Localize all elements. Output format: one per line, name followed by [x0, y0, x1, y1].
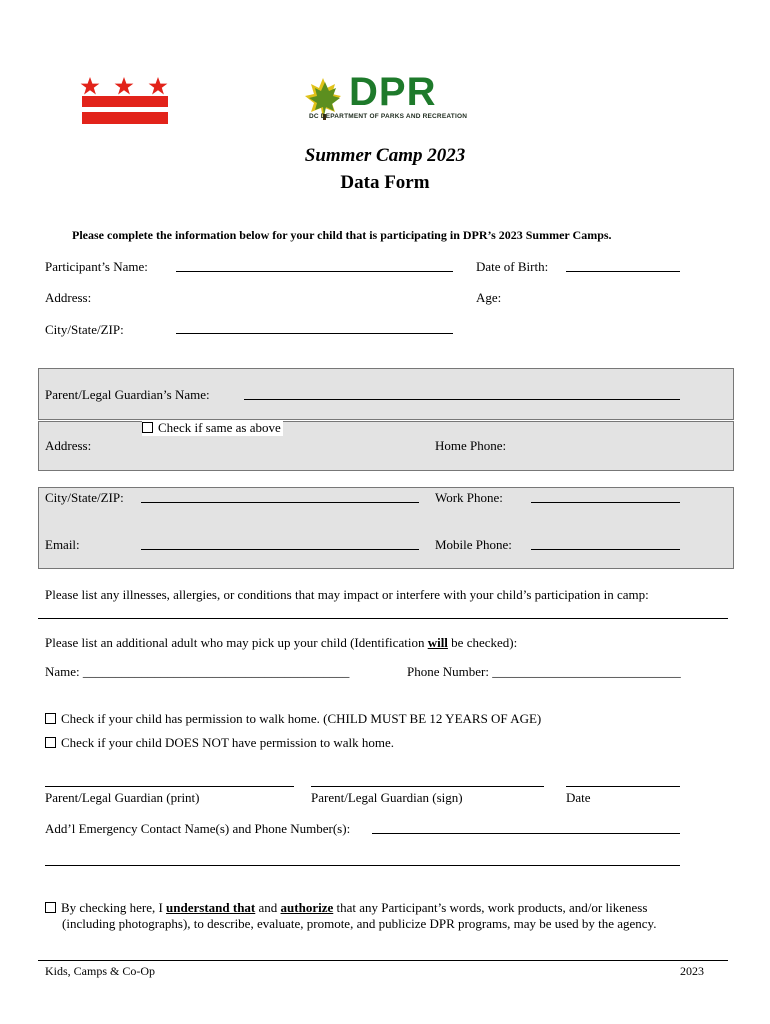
guardian-print-label: Parent/Legal Guardian (print)	[45, 790, 200, 805]
guardian-contact-box	[38, 487, 734, 569]
instruction-text: Please complete the information below for your child that is participating in DPR’s 2023 Summer Camps.	[72, 228, 612, 242]
illness-field[interactable]	[38, 618, 728, 619]
same-as-above-label: Check if same as above	[158, 420, 281, 435]
email-field[interactable]	[141, 549, 419, 550]
dc-flag-logo	[80, 76, 170, 126]
mobile-phone-label: Mobile Phone:	[435, 537, 512, 552]
form-subtitle: Data Form	[340, 172, 430, 193]
guardian-name-label: Parent/Legal Guardian’s Name:	[45, 387, 210, 402]
walk-permission-checkbox[interactable]	[45, 711, 541, 727]
date-field[interactable]	[566, 786, 680, 787]
date-label: Date	[566, 790, 591, 805]
consent-understand: understand that	[166, 900, 256, 915]
form-title: Summer Camp 2023	[304, 145, 466, 166]
dob-label: Date of Birth:	[476, 259, 549, 274]
guardian-address-label: Address:	[45, 438, 92, 453]
pickup-intro-after: be checked):	[447, 635, 518, 650]
footer-rule	[38, 960, 728, 961]
walk-permission-label: Check if your child has permission to walk home. (CHILD MUST BE 12 YEARS OF AGE)	[61, 711, 542, 726]
consent-middle: and	[255, 900, 281, 915]
home-phone-label: Home Phone:	[435, 438, 507, 453]
participant-address-label: Address:	[45, 290, 92, 305]
work-phone-label: Work Phone:	[435, 490, 503, 505]
emergency-label: Add’l Emergency Contact Name(s) and Phone Number(s):	[45, 821, 351, 836]
guardian-name-field[interactable]	[244, 399, 680, 400]
participant-name-field[interactable]	[176, 271, 453, 272]
guardian-sign-field[interactable]	[311, 786, 544, 787]
checkbox-icon[interactable]	[45, 902, 56, 913]
consent-before: By checking here, I	[61, 900, 167, 915]
pickup-intro	[45, 635, 517, 651]
consent-line2: (including photographs), to describe, evaluate, promote, and publicize DPR programs, may be used by the agency.	[62, 916, 657, 931]
guardian-city-label: City/State/ZIP:	[45, 490, 124, 505]
dpr-logo-subtitle: DC DEPARTMENT OF PARKS AND RECREATION	[309, 113, 468, 120]
walk-no-permission-label: Check if your child DOES NOT have permission to walk home.	[61, 735, 395, 750]
mobile-phone-field[interactable]	[531, 549, 680, 550]
dpr-logo	[305, 70, 485, 124]
guardian-print-field[interactable]	[45, 786, 294, 787]
consent-checkbox[interactable]	[45, 900, 647, 916]
participant-city-label: City/State/ZIP:	[45, 322, 124, 337]
illness-label: Please list any illnesses, allergies, or conditions that may impact or interfere with your child’s participation in camp:	[45, 587, 649, 602]
dob-field[interactable]	[566, 271, 680, 272]
footer-right: 2023	[680, 964, 704, 978]
guardian-sign-label: Parent/Legal Guardian (sign)	[311, 790, 463, 805]
checkbox-icon[interactable]	[45, 713, 56, 724]
pickup-name-field[interactable]: Name: _________________________________________	[45, 664, 350, 679]
emergency-field-2[interactable]	[45, 865, 680, 866]
footer-left: Kids, Camps & Co-Op	[45, 964, 156, 978]
emergency-field-1[interactable]	[372, 833, 680, 834]
same-as-above-checkbox[interactable]	[142, 420, 283, 436]
participant-city-field[interactable]	[176, 333, 453, 334]
dc-flag-icon	[80, 76, 170, 126]
consent-after: that any Participant’s words, work products, and/or likeness	[333, 900, 648, 915]
checkbox-icon[interactable]	[142, 422, 153, 433]
pickup-intro-before: Please list an additional adult who may pick up your child (Identification	[45, 635, 428, 650]
guardian-city-field[interactable]	[141, 502, 419, 503]
checkbox-icon[interactable]	[45, 737, 56, 748]
pickup-intro-will: will	[427, 635, 448, 650]
consent-authorize: authorize	[280, 900, 334, 915]
work-phone-field[interactable]	[531, 502, 680, 503]
walk-no-permission-checkbox[interactable]	[45, 735, 394, 751]
age-label: Age:	[476, 290, 502, 305]
dpr-logo-text: DPR	[349, 70, 437, 114]
pickup-phone-field[interactable]: Phone Number: _____________________________	[407, 664, 681, 679]
email-label: Email:	[45, 537, 80, 552]
participant-name-label: Participant’s Name:	[45, 259, 148, 274]
